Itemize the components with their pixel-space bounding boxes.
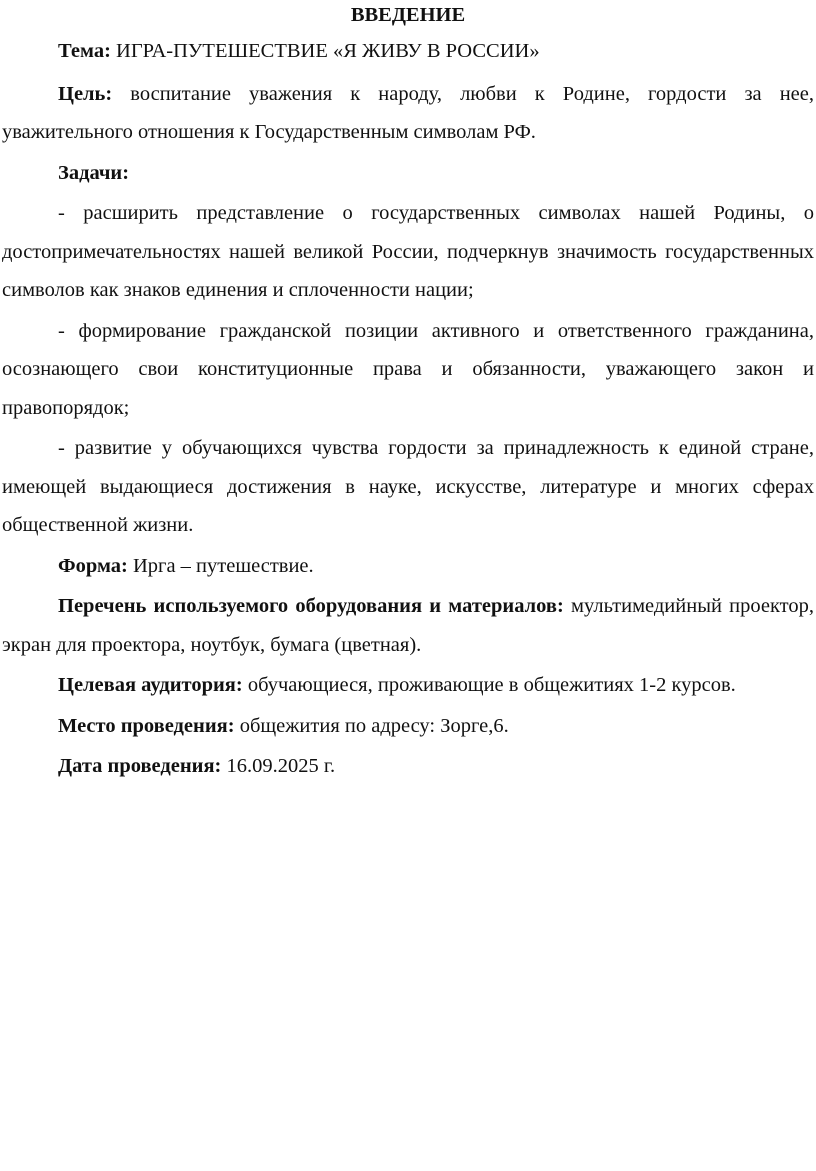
task-item: - расширить представление о государственных символах нашей Родины, о достопримечательностях нашей великой России, подчеркнув значимость государственных символов как знаков единения и сплоченности нации; (2, 202, 814, 301)
tasks-label: Задачи: (58, 161, 130, 184)
form-label: Форма: (58, 554, 128, 577)
form-value: Ирга – путешествие. (132, 554, 314, 577)
goal-paragraph (2, 75, 814, 152)
equipment-paragraph (2, 587, 814, 664)
topic-value: ИГРА-ПУТЕШЕСТВИЕ «Я ЖИВУ В РОССИИ» (116, 40, 540, 62)
date-value: 16.09.2025 г. (226, 755, 336, 777)
topic-line (2, 32, 814, 71)
venue-line (2, 707, 814, 746)
venue-value: общежития по адресу: Зорге,6. (239, 714, 509, 737)
venue-label: Место проведения: (58, 714, 235, 737)
task-item: - формирование гражданской позиции активного и ответственного гражданина, осознающего свои конституционные права и обязанности, уважающего закон и правопорядок; (2, 319, 814, 419)
form-line (2, 547, 814, 586)
goal-label: Цель: (58, 82, 113, 105)
page-title: ВВЕДЕНИЕ (350, 4, 466, 26)
tasks-heading (2, 154, 814, 193)
equipment-value: мультимедийный проектор, экран для проектора, ноутбук, бумага (цветная). (2, 595, 814, 656)
audience-line (2, 666, 814, 705)
date-line (2, 747, 814, 786)
topic-label: Тема: (58, 40, 111, 62)
goal-value: воспитание уважения к народу, любви к Родине, гордости за нее, уважительного отношения к Государственным символам РФ. (2, 82, 814, 143)
audience-label: Целевая аудитория: (58, 674, 243, 696)
task-item: - развитие у обучающихся чувства гордости за принадлежность к единой стране, имеющей выдающиеся достижения в науке, искусстве, литературе и многих сферах общественной жизни. (2, 437, 814, 536)
audience-value: обучающиеся, проживающие в общежитиях 1-2 курсов. (247, 674, 736, 696)
equipment-label: Перечень используемого оборудования и материалов: (58, 595, 564, 617)
date-label: Дата проведения: (58, 755, 222, 777)
